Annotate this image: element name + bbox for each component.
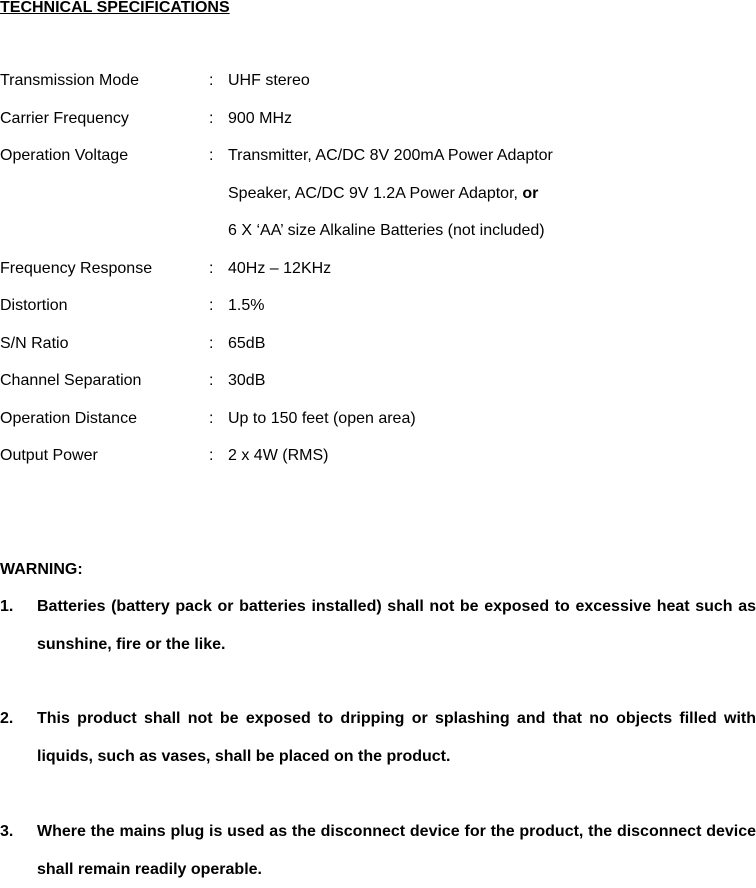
spec-value: 900 MHz bbox=[228, 110, 293, 127]
spec-value: 30dB bbox=[228, 372, 266, 389]
spec-value-bold-suffix: or bbox=[522, 185, 539, 202]
spec-label: Operation Distance bbox=[0, 410, 137, 427]
warning-item-text: Where the mains plug is used as the disconnect device for the product, the disconnect device shall remain readily operable. bbox=[37, 823, 756, 878]
warning-item-text: This product shall not be exposed to dripping or splashing and that no objects filled with liquids, such as vases, shall be placed on the product. bbox=[37, 710, 756, 765]
spec-value: 1.5% bbox=[228, 297, 265, 314]
warning-item-number: 3. bbox=[0, 823, 14, 840]
warning-heading: WARNING: bbox=[0, 561, 83, 578]
spec-value: Up to 150 feet (open area) bbox=[228, 410, 416, 427]
warning-item-number: 2. bbox=[0, 710, 14, 727]
spec-label: Frequency Response bbox=[0, 260, 153, 277]
warning-item-number: 1. bbox=[0, 598, 14, 615]
spec-colon: : bbox=[209, 110, 214, 127]
spec-label: Carrier Frequency bbox=[0, 110, 129, 127]
spec-colon: : bbox=[209, 410, 214, 427]
spec-label: Operation Voltage bbox=[0, 147, 129, 164]
spec-value: 40Hz – 12KHz bbox=[228, 260, 332, 277]
spec-label: Output Power bbox=[0, 447, 98, 464]
page-title: TECHNICAL SPECIFICATIONS bbox=[0, 0, 230, 16]
spec-colon: : bbox=[209, 72, 214, 89]
spec-value bbox=[228, 184, 538, 204]
warning-item bbox=[0, 813, 756, 888]
spec-label: Channel Separation bbox=[0, 372, 142, 389]
spec-colon: : bbox=[209, 297, 214, 314]
spec-label: Distortion bbox=[0, 297, 68, 314]
spec-value: 2 x 4W (RMS) bbox=[228, 447, 329, 464]
warning-item bbox=[0, 700, 756, 775]
spec-colon: : bbox=[209, 447, 214, 464]
spec-value: 65dB bbox=[228, 335, 266, 352]
spec-colon: : bbox=[209, 260, 214, 277]
spec-value: UHF stereo bbox=[228, 72, 310, 89]
spec-label: Transmission Mode bbox=[0, 72, 140, 89]
spec-value: 6 X ‘AA’ size Alkaline Batteries (not included) bbox=[228, 222, 545, 239]
spec-colon: : bbox=[209, 147, 214, 164]
spec-colon: : bbox=[209, 372, 214, 389]
warning-item bbox=[0, 588, 756, 663]
spec-value-text: Speaker, AC/DC 9V 1.2A Power Adaptor, bbox=[228, 185, 518, 202]
spec-label: S/N Ratio bbox=[0, 335, 69, 352]
spec-colon: : bbox=[209, 335, 214, 352]
spec-value: Transmitter, AC/DC 8V 200mA Power Adaptor bbox=[228, 147, 553, 164]
warning-item-text: Batteries (battery pack or batteries installed) shall not be exposed to excessive heat such as sunshine, fire or the like. bbox=[37, 598, 756, 653]
